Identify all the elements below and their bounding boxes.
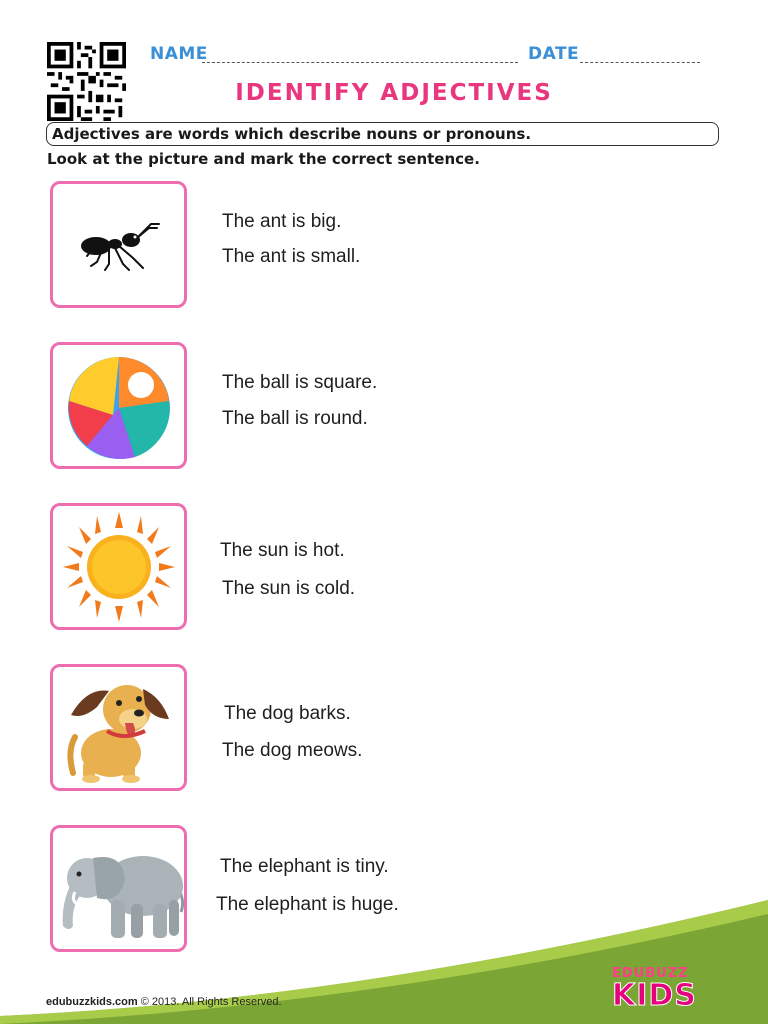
ball-icon xyxy=(53,345,184,466)
date-label: DATE xyxy=(528,44,580,64)
sun-icon xyxy=(53,506,184,627)
picture-card-ant xyxy=(50,181,187,308)
footer-copyright-text: © 2013. All Rights Reserved. xyxy=(140,996,282,1008)
sentence-option[interactable]: The ant is small. xyxy=(222,246,361,267)
sentence-option[interactable]: The dog barks. xyxy=(224,703,351,724)
picture-card-sun xyxy=(50,503,187,630)
instruction-text: Look at the picture and mark the correct sentence. xyxy=(47,150,480,168)
sentence-option[interactable]: The sun is hot. xyxy=(220,540,345,561)
picture-card-dog xyxy=(50,664,187,791)
date-field-line[interactable] xyxy=(580,62,700,63)
sentence-option[interactable]: The ball is square. xyxy=(222,372,378,393)
ant-icon xyxy=(53,184,184,305)
worksheet-title: IDENTIFY ADJECTIVES xyxy=(235,80,553,106)
footer-site-link[interactable]: edubuzzkids.com xyxy=(46,996,138,1008)
name-field-line[interactable] xyxy=(202,62,518,63)
sentence-option[interactable]: The dog meows. xyxy=(222,740,363,761)
sentence-option[interactable]: The elephant is tiny. xyxy=(220,856,389,877)
sentence-option[interactable]: The elephant is huge. xyxy=(216,894,399,915)
footer-copyright xyxy=(46,996,282,1008)
brand-logo-kids: KIDS xyxy=(612,978,697,1013)
name-label: NAME xyxy=(150,44,208,64)
sentence-option[interactable]: The ant is big. xyxy=(222,211,342,232)
picture-card-ball xyxy=(50,342,187,469)
sentence-option[interactable]: The sun is cold. xyxy=(222,578,356,599)
sentence-option[interactable]: The ball is round. xyxy=(222,408,368,429)
definition-text: Adjectives are words which describe nouns or pronouns. xyxy=(52,125,532,143)
brand-logo-top: EDUBUZZ xyxy=(612,966,689,981)
dog-icon xyxy=(53,667,184,788)
